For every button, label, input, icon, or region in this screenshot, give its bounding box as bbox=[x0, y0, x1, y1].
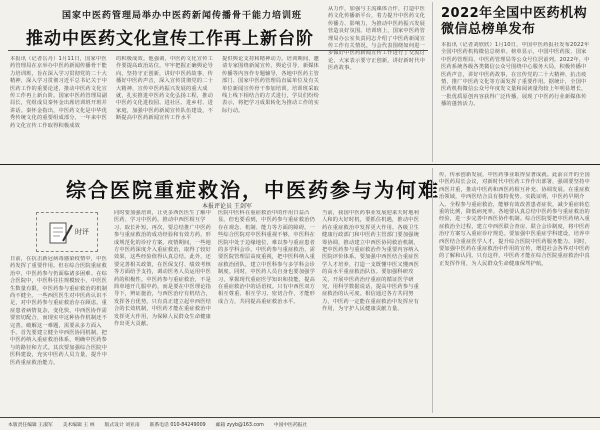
main-article-col-3: 医院中医科在重症救治中的作用日益凸显。但也要看到，中医药参与重症救治仍存在观念、机制、能力等方面的障碍。一些综合医院对中医科重视不够，中医科在医院中处于边缘地位，难以参与重症患者的多学科会诊。中医药参与重症救治，需要医院管理层高度重视，把中医科纳入重症救治团队，建立中医科参与多学科会诊制度。同时，中医药人员自身也要加强学习，掌握现代重症医学知识和技能，提高在重症救治中的话语权。只有中西医双方相互尊重、相互学习、密切合作，才能形成合力，共同提高重症救治水平。 bbox=[218, 210, 315, 305]
top-article-col-3: 提供舆论支持和精神动力。培训期间，邀请专家围绕新闻宣传、舆论引导、新媒体传播等内容作专题辅导，各地中医药主管部门、国家中医药管理局直属单位及有关单位新闻宣传骨干参加培训。培训班采取线上线下相结合的方式进行，学员们纷纷表示，将把学习成果转化为推动工作的实际行动。 bbox=[222, 56, 319, 114]
footer-item: 邮箱 zyyb@163.com bbox=[215, 422, 264, 428]
top-article-headline: 推动中医药文化宣传工作再上新台阶 bbox=[26, 29, 314, 49]
top-article-col-4: 从力作，加强与主流媒体合作，打造中医药文化传播新平台，着力提升中医药文化传播力、影响力，为推动中医药振兴发展营造良好氛围。培训班上，国家中医药管理局办公室负责同志介绍了中医药新闻宣传工作有关情况。与会代表围绕如何进一步做好中医药新闻宣传工作进行了交流讨论，大家表示要守正创新，讲好新时代中医药故事。 bbox=[328, 6, 425, 72]
pen-paper-icon bbox=[45, 217, 75, 247]
side-article-body: 本报讯（记者刘欣欣）1月10日，中国中医药报社发布2022年全国中医药机构微信总榜单。榜单显示，中国中医药报、国家中医药管理局、中医药管理局等公众号位居前列。2022年，中医药系统各级各类微信公众号围绕中心服务大局，积极传播中医药声音，讲好中医药故事，在宣传党的二十大精神、抗击疫情、推广中医药文化等方面发挥了重要作用。据统计，全国中医药机构微信公众号年度发文量和阅读量均较上年明显增长，一批优质原创内容获得广泛传播，展现了中医药行业新媒体传播的蓬勃活力。 bbox=[441, 42, 590, 108]
right-column-body: 传，传承创新发展，中医药事业取得显著成就。此前召开的全国中医药局长会议，对新时代中医药工作作出部署，强调要坚持中西医并重，推动中医药和西医药相互补充、协调发展。在重症救治领域，中西医结合具有独特优势。实践证明，中医药早期介入、全程参与重症救治，能够有效改善患者症状，减少重症转危重的比例，降低病死率。各地要认真总结中医药参与重症救治的经验，进一步完善中西医协作机制。综合医院要把中医药纳入重症救治全过程，建立中西医联合查房、联合会诊制度，将中医药治疗方案写入重症诊疗规范。要加强中医重症学科建设，培养中西医结合重症医学人才，提升综合医院中医药服务能力。同时，要加强中医药在重症救治中作用的宣传，增进社会各界对中医药的了解和认同。只有这样，中医药才能在综合医院重症救治中真正发挥作用，为人民群众生命健康保驾护航。 bbox=[439, 172, 590, 267]
side-article-headline: 2022年全国中医药机构微信总榜单发布 bbox=[441, 6, 588, 37]
side-article bbox=[432, 2, 596, 162]
commentary-logo bbox=[36, 212, 98, 252]
page-footer bbox=[0, 417, 600, 430]
main-article-byline: 本报评论员 王剑军 bbox=[202, 203, 252, 210]
footer-item: 版式设计 刘亚南 bbox=[104, 422, 140, 428]
main-article-headline: 综合医院重症救治，中医药参与为何难 bbox=[66, 178, 440, 202]
main-article-col-2: 同时要加强培训，让更多西医医生了解中医药、学习中医药，推动中西医相互学习、取长补短。再次，要总结推广中医药参与重症救治的成功经验和有效方药，形成规范化的诊疗方案。疫情期间，一些地方中医药深度介入重症救治，取得了较好效果，这些经验值得认真总结。此外，还要完善相关政策，在医保支付、绩效考核等方面给予支持，调动医务人员运用中医药的积极性。中医药参与重症救治，不是简单地开几服中药，而是要在中医理论指导下，辨证施治，与西医治疗有机结合，发挥各自优势。只有真正建立起中西医结合的长效机制，中医药才能在重症救治中发挥更大作用，为保障人民群众生命健康作出更大贡献。 bbox=[114, 210, 211, 328]
top-article-kicker: 国家中医药管理局举办中医药新闻传播骨干能力培训班 bbox=[62, 11, 303, 21]
section-divider bbox=[0, 164, 600, 165]
top-article-col-2: 的积极成效。他强调，中医药文化宣传工作要提高政治站位，牢牢把握正确舆论导向，坚持守正创新，讲好中医药故事，传播好中医药声音，深入宣传贯彻党的二十大精神，宣传中医药振兴发展的重大成就，扎实推进中医药文化弘扬工程，推动中医药文化进校园、进社区、进乡村、进家庭，加强中医药新闻宣传队伍建设，不断提高中医药新闻宣传工作水平 bbox=[116, 56, 213, 122]
main-article bbox=[4, 168, 440, 413]
footer-item: 联系电话 010-84249009 bbox=[149, 422, 206, 428]
footer-item: 本版责任编辑 王淑军 bbox=[8, 422, 53, 428]
main-article-col-1: 日前，在抗击新冠病毒感染疫情中，中医药发挥了重要作用。但在综合医院重症救治中，中医药参与仍面临诸多困难。在综合医院中，中医科往往规模较小，中医医生数量有限，中医药参与重症救治的机制尚不健全。一些西医医生对中医药认识不足，对中医药参与重症救治存在顾虑。重症患者病情复杂，变化快，中西医协作需要密切配合，而现实中这种协作机制还不完善。破解这一难题，需要从多方面入手。首先要建立健全中西医协同机制，把中医药纳入重症救治体系，明确中医药参与的路径和方式。其次要加强综合医院中医科建设，充实中医药人员力量，提升中医药重症救治能力。 bbox=[10, 256, 107, 366]
right-column bbox=[432, 168, 596, 413]
commentary-logo-label: 时评 bbox=[75, 228, 89, 236]
footer-item: 美术编辑 王 林 bbox=[62, 422, 95, 428]
top-article-col-1: 本报讯（记者岳丹）1月11日，国家中医药管理局在京举办中医药新闻传播骨干能力培训班，旨在深入学习贯彻党的二十大精神，深入学习贯彻习近平总书记关于中医药工作的重要论述，推动中医药文化宣传工作再上新台阶。国家中医药管理局副局长，党组成员秦怀金出席培训班开班并讲话。秦怀金指出，中医药文化是中华优秀传统文化的重要组成部分，一年来中医药文化宣传工作取得积极成效 bbox=[10, 56, 107, 129]
footer-item: 中国中医药报社 bbox=[273, 422, 308, 428]
top-article bbox=[4, 4, 428, 164]
main-article-col-4: 当前，我国中医药事业发展迎来天时地利人和的大好时机，要抓住机遇，推动中医药在重症救治中发挥更大作用。各级卫生健康行政部门和中医药主管部门要加强统筹协调，推动建立中西医协同救治机制，把中医药参与重症救治作为重要内容纳入医院评价体系。要加强中西医结合重症医学人才培养，打造一支既懂中医又懂西医的高水平重症救治队伍。要加强科研攻关，开展中医药治疗重症的循证医学研究，用科学数据说话，提高中医药参与重症救治的认可度。相信通过各方共同努力，中医药一定能在重症救治中发挥应有作用，为守护人民健康贡献力量。 bbox=[322, 210, 419, 313]
